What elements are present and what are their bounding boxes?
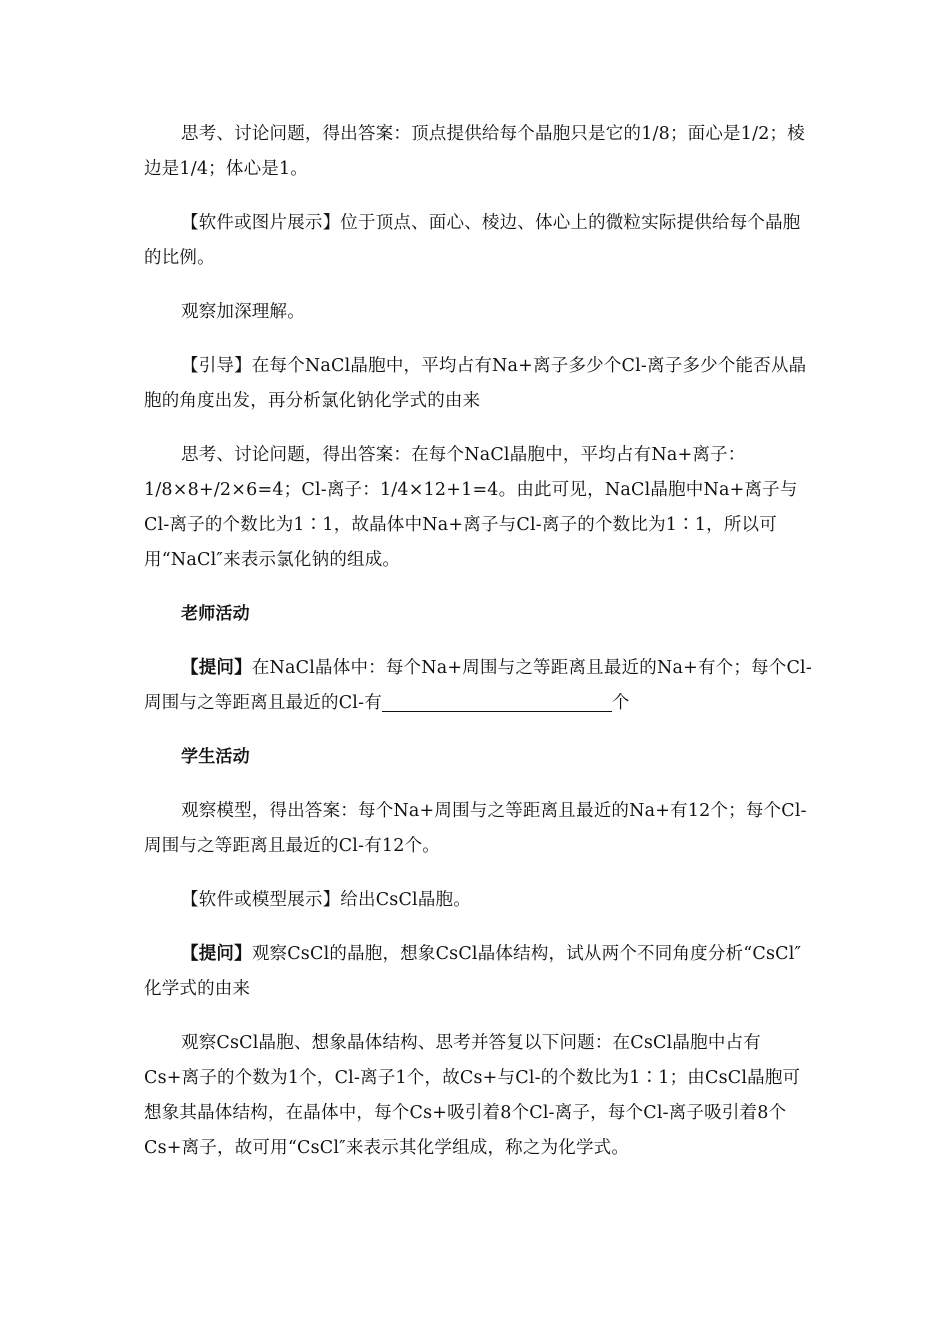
paragraph-6-text: 在NaCl晶体中：每个Na+周围与之等距离且最近的Na+有个；每个Cl-周围与之等距离且最近的Cl-有 — [144, 658, 812, 713]
question-label-2: 【提问】 — [181, 944, 252, 964]
paragraph-2: 【软件或图片展示】位于顶点、面心、棱边、体心上的微粒实际提供给每个晶胞的比例。 — [144, 213, 801, 268]
paragraph-8: 【软件或模型展示】给出CsCl晶胞。 — [181, 890, 471, 910]
paragraph-4: 【引导】在每个NaCl晶胞中，平均占有Na+离子多少个Cl-离子多少个能否从晶胞的角度出发，再分析氯化钠化学式的由来 — [144, 356, 807, 411]
heading-teacher-activity: 老师活动 — [181, 604, 250, 624]
paragraph-6 — [144, 651, 814, 721]
paragraph-6-end: 个 — [611, 693, 630, 713]
heading-student-activity: 学生活动 — [181, 747, 250, 767]
paragraph-9-text: 观察CsCl的晶胞，想象CsCl晶体结构，试从两个不同角度分析“CsCl″化学式的由来 — [144, 944, 802, 999]
paragraph-9 — [144, 937, 814, 1007]
fill-in-blank — [382, 689, 612, 712]
paragraph-7: 观察模型，得出答案：每个Na+周围与之等距离且最近的Na+有12个；每个Cl-周围与之等距离且最近的Cl-有12个。 — [144, 801, 807, 856]
question-label: 【提问】 — [181, 658, 252, 678]
paragraph-10: 观察CsCl晶胞、想象晶体结构、思考并答复以下问题：在CsCl晶胞中占有Cs+离子的个数为1个，Cl-离子1个，故Cs+与Cl-的个数比为1∶1；由CsCl晶胞可想象其晶体结构，在晶体中，每个Cs+吸引着8个Cl-离子，每个Cl-离子吸引着8个Cs+离子，故可用“CsCl″来表示其化学组成，称之为化学式。 — [144, 1033, 801, 1158]
paragraph-1: 思考、讨论问题，得出答案：顶点提供给每个晶胞只是它的1/8；面心是1/2；棱边是1/4；体心是1。 — [144, 124, 805, 179]
document-body — [144, 117, 814, 1185]
paragraph-5: 思考、讨论问题，得出答案：在每个NaCl晶胞中，平均占有Na+离子：1/8×8+/2×6=4；Cl-离子：1/4×12+1=4。由此可见，NaCl晶胞中Na+离子与Cl-离子的个数比为1∶1，故晶体中Na+离子与Cl-离子的个数比为1∶1，所以可用“NaCl″来表示氯化钠的组成。 — [144, 445, 798, 570]
paragraph-3: 观察加深理解。 — [181, 302, 305, 322]
